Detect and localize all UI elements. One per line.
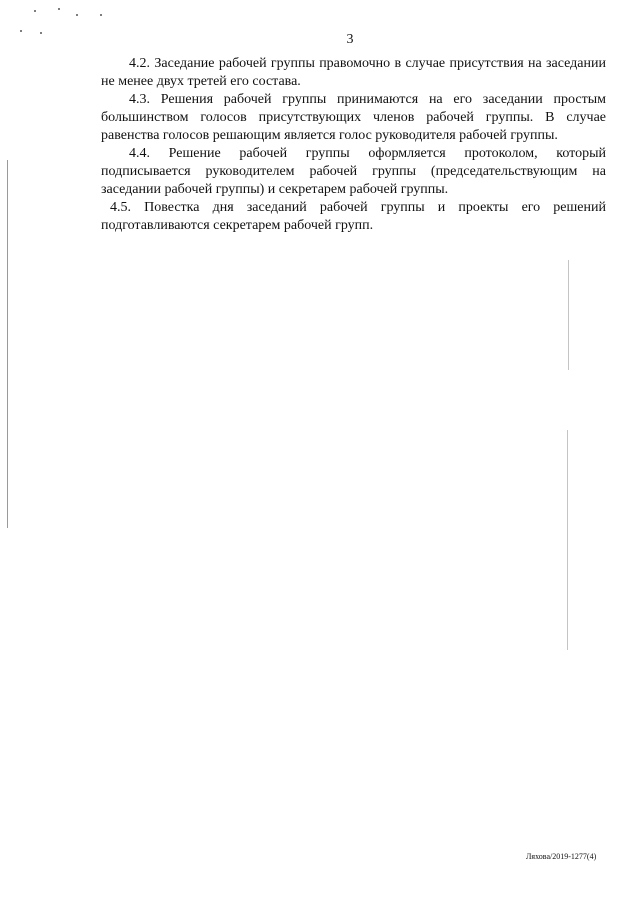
scan-edge-line bbox=[7, 160, 8, 528]
scan-speck bbox=[58, 8, 60, 10]
document-body bbox=[101, 55, 606, 235]
scan-edge-line bbox=[567, 430, 568, 650]
page-number: 3 bbox=[346, 32, 354, 47]
paragraph-4-2: 4.2. Заседание рабочей группы правомочно в случае присутствия на заседании не менее двух третей его состава. bbox=[101, 56, 606, 89]
scan-edge-line bbox=[568, 260, 569, 370]
document-reference: Ляхова/2019-1277(4) bbox=[526, 852, 597, 861]
scan-speck bbox=[34, 10, 36, 12]
paragraph-4-5: 4.5. Повестка дня заседаний рабочей группы и проекты его решений подготавливаются секретарем рабочей групп. bbox=[101, 200, 606, 233]
scan-speck bbox=[100, 14, 102, 16]
paragraph-4-4: 4.4. Решение рабочей группы оформляется протоколом, который подписывается руководителем рабочей группы (председательствующим на заседании рабочей группы) и секретарем рабочей группы. bbox=[101, 146, 606, 197]
paragraph-4-3: 4.3. Решения рабочей группы принимаются на его заседании простым большинством голосов присутствующих членов рабочей группы. В случае равенства голосов решающим является голос руководителя рабочей группы. bbox=[101, 92, 606, 143]
scan-speck bbox=[76, 14, 78, 16]
